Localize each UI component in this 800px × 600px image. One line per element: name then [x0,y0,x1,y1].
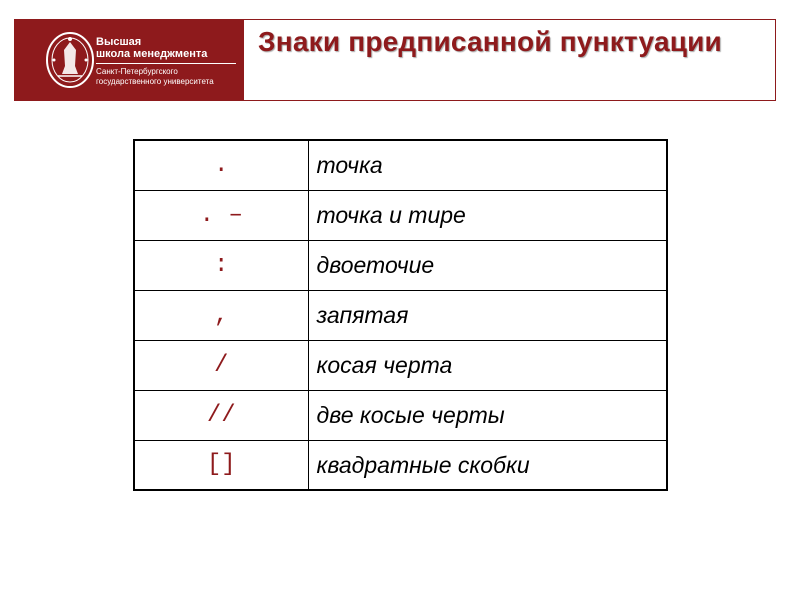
name-cell: двоеточие [308,240,667,290]
brand-divider [96,63,236,64]
name-cell: запятая [308,290,667,340]
university-seal-icon [44,30,96,90]
table-row [134,340,667,390]
title-box [243,19,776,101]
sign-cell: // [134,390,308,440]
table-row [134,190,667,240]
name-cell: квадратные скобки [308,440,667,490]
sign-cell: [] [134,440,308,490]
sign-cell: , [134,290,308,340]
table-row [134,140,667,190]
sign-cell: . [134,140,308,190]
table-row [134,390,667,440]
name-cell: две косые черты [308,390,667,440]
brand-subtitle: Санкт-Петербургского государственного университета [96,67,214,86]
sign-cell: / [134,340,308,390]
sign-cell: . – [134,190,308,240]
name-cell: точка и тире [308,190,667,240]
brand-block [14,19,244,101]
page-title: Знаки предписанной пунктуации [258,26,722,57]
table-row [134,440,667,490]
punctuation-table [133,139,668,491]
slide-header [14,19,776,101]
name-cell: точка [308,140,667,190]
name-cell: косая черта [308,340,667,390]
table-row [134,240,667,290]
brand-name: Высшая школа менеджмента [96,36,208,60]
table-row [134,290,667,340]
sign-cell: : [134,240,308,290]
